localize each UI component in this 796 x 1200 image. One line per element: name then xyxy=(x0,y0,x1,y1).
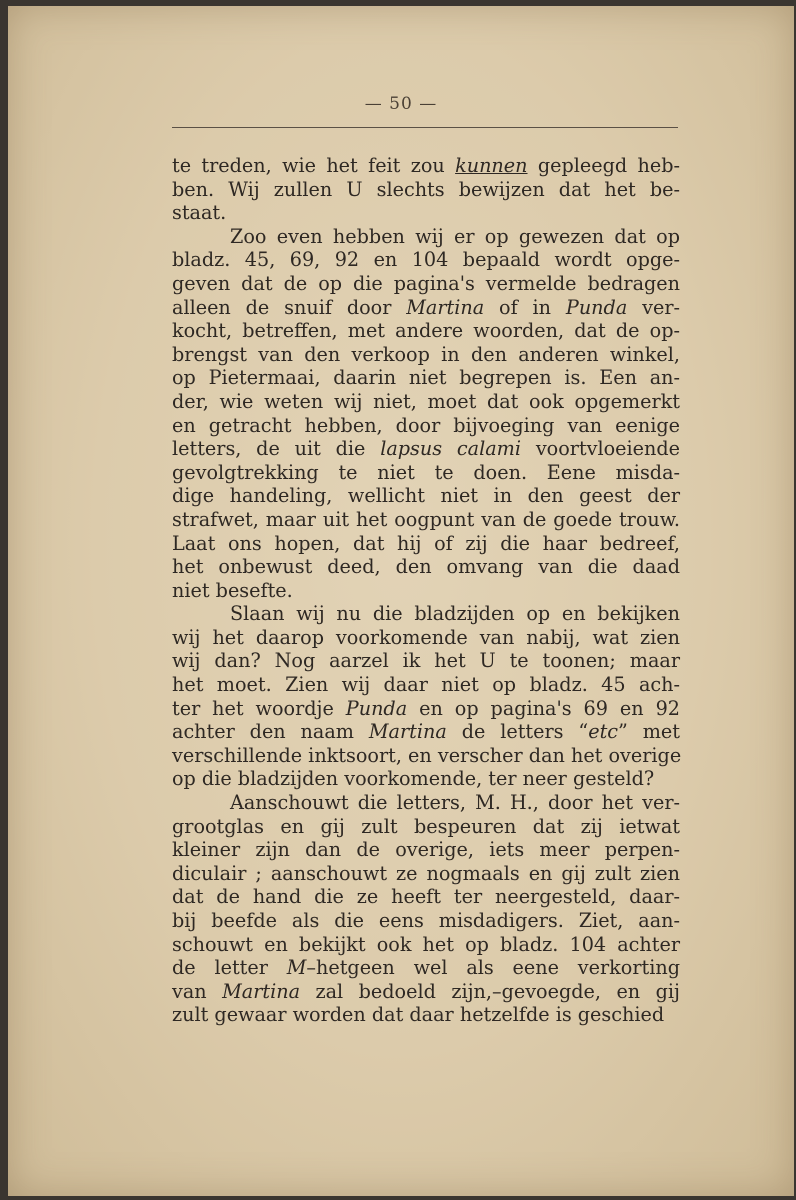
text-line xyxy=(172,956,680,980)
text-line xyxy=(172,744,680,768)
text-line xyxy=(172,673,680,697)
text-segment: achter den naam xyxy=(172,720,369,744)
text-segment: alleen de snuif door xyxy=(172,295,407,319)
text-segment: diculair ; aanschouwt ze nogmaals en gij zult zien xyxy=(172,861,680,885)
text-line xyxy=(172,390,680,414)
text-line xyxy=(172,461,680,485)
text-segment: staat. xyxy=(172,201,227,225)
italic-segment: etc xyxy=(588,720,619,744)
text-segment: wij het daarop voorkomende van nabij, wat zien xyxy=(172,625,680,649)
text-line xyxy=(172,980,680,1004)
text-segment: of in xyxy=(484,295,566,319)
text-segment: kocht, betreffen, met andere woorden, dat de op- xyxy=(172,319,680,343)
text-line xyxy=(172,366,680,390)
text-segment: –hetgeen wel als eene verkorting xyxy=(306,956,681,980)
italic-segment: Punda xyxy=(565,295,628,319)
text-segment: en getracht hebben, door bijvoeging van eenige xyxy=(172,413,680,437)
text-segment: brengst van den verkoop in den anderen winkel, xyxy=(172,342,680,366)
text-segment: dige handeling, wellicht niet in den geest der xyxy=(172,484,680,508)
text-line xyxy=(172,909,680,933)
text-segment: ben. Wij zullen U slechts bewijzen dat het be- xyxy=(172,177,680,201)
text-line xyxy=(172,626,680,650)
text-line xyxy=(172,697,680,721)
text-line xyxy=(172,649,680,673)
text-line xyxy=(172,437,680,461)
text-segment: schouwt en bekijkt ook het op bladz. 104 achter xyxy=(172,932,680,956)
text-segment: gevolgtrekking te niet te doen. Eene misda- xyxy=(172,460,680,484)
text-segment: van xyxy=(172,979,223,1003)
text-segment: op Pietermaai, daarin niet begrepen is. Een an- xyxy=(172,366,680,390)
text-segment: en op pagina's 69 en 92 xyxy=(407,696,680,720)
italic-segment: Martina xyxy=(368,720,447,744)
text-line xyxy=(172,343,680,367)
text-segment: strafwet, maar uit het oogpunt van de goede trouw. xyxy=(172,507,680,531)
text-segment: dat de hand die ze heeft ter neergesteld, daar- xyxy=(172,885,680,909)
text-segment: der, wie weten wij niet, moet dat ook opgemerkt xyxy=(172,389,680,413)
italic-segment: kunnen xyxy=(455,154,528,177)
text-segment: gepleegd heb- xyxy=(527,154,681,177)
text-line xyxy=(172,248,680,272)
text-line xyxy=(172,178,680,202)
text-line xyxy=(172,508,680,532)
text-segment: wij dan? Nog aarzel ik het U te toonen; maar xyxy=(172,649,680,673)
text-line xyxy=(172,414,680,438)
text-line xyxy=(172,296,680,320)
text-line xyxy=(172,532,680,556)
text-segment: zal bedoeld zijn,–gevoegde, en gij xyxy=(300,979,680,1003)
header-rule xyxy=(172,127,678,128)
italic-segment: M xyxy=(286,956,307,980)
page-number: — 50 — xyxy=(364,94,438,114)
text-segment: het onbewust deed, den omvang van die daad xyxy=(172,555,680,579)
text-segment: ter het woordje xyxy=(172,696,346,720)
text-line xyxy=(172,791,680,815)
italic-segment: Martina xyxy=(406,295,485,319)
italic-segment: lapsus calami xyxy=(380,437,522,461)
text-segment: de letter xyxy=(172,956,287,980)
text-line xyxy=(172,484,680,508)
text-segment: kleiner zijn dan de overige, iets meer perpen- xyxy=(172,838,680,862)
text-line xyxy=(172,319,680,343)
text-segment: Aanschouwt die letters, M. H., door het ver- xyxy=(230,791,680,815)
text-segment: ver- xyxy=(627,295,680,319)
text-segment: niet besefte. xyxy=(172,578,293,602)
text-segment: ” met xyxy=(618,720,680,744)
text-segment: Slaan wij nu die bladzijden op en bekijken xyxy=(230,602,680,626)
text-line xyxy=(172,933,680,957)
text-segment: bladz. 45, 69, 92 en 104 bepaald wordt opge- xyxy=(172,248,680,272)
text-line xyxy=(172,838,680,862)
text-line xyxy=(172,602,680,626)
text-segment: verschillende inktsoort, en verscher dan het overige xyxy=(172,743,682,767)
text-segment: Zoo even hebben wij er op gewezen dat op xyxy=(230,224,680,248)
page-text xyxy=(172,154,680,1027)
italic-segment: Punda xyxy=(345,696,408,720)
text-line xyxy=(172,579,680,603)
text-segment: Laat ons hopen, dat hij of zij die haar bedreef, xyxy=(172,531,680,555)
text-line xyxy=(172,1003,680,1027)
text-segment: te treden, wie het feit zou xyxy=(172,154,456,177)
text-segment: letters, de uit die xyxy=(172,437,381,461)
text-line xyxy=(172,225,680,249)
text-segment: zult gewaar worden dat daar hetzelfde is geschied xyxy=(172,1003,665,1027)
text-segment: grootglas en gij zult bespeuren dat zij ietwat xyxy=(172,814,680,838)
text-line xyxy=(172,815,680,839)
text-line xyxy=(172,862,680,886)
text-line xyxy=(172,154,680,178)
text-line xyxy=(172,767,680,791)
text-segment: op die bladzijden voorkomende, ter neer gesteld? xyxy=(172,767,655,791)
text-line xyxy=(172,555,680,579)
book-page xyxy=(8,6,794,1196)
text-segment: het moet. Zien wij daar niet op bladz. 45 ach- xyxy=(172,673,680,697)
text-line xyxy=(172,885,680,909)
text-segment: de letters “ xyxy=(446,720,589,744)
text-line xyxy=(172,201,680,225)
text-line xyxy=(172,272,680,296)
text-segment: voortvloeiende xyxy=(521,437,681,461)
text-line xyxy=(172,720,680,744)
text-segment: bij beefde als die eens misdadigers. Ziet, aan- xyxy=(172,909,680,932)
italic-segment: Martina xyxy=(222,979,301,1003)
text-segment: geven dat de op die pagina's vermelde bedragen xyxy=(172,271,680,295)
